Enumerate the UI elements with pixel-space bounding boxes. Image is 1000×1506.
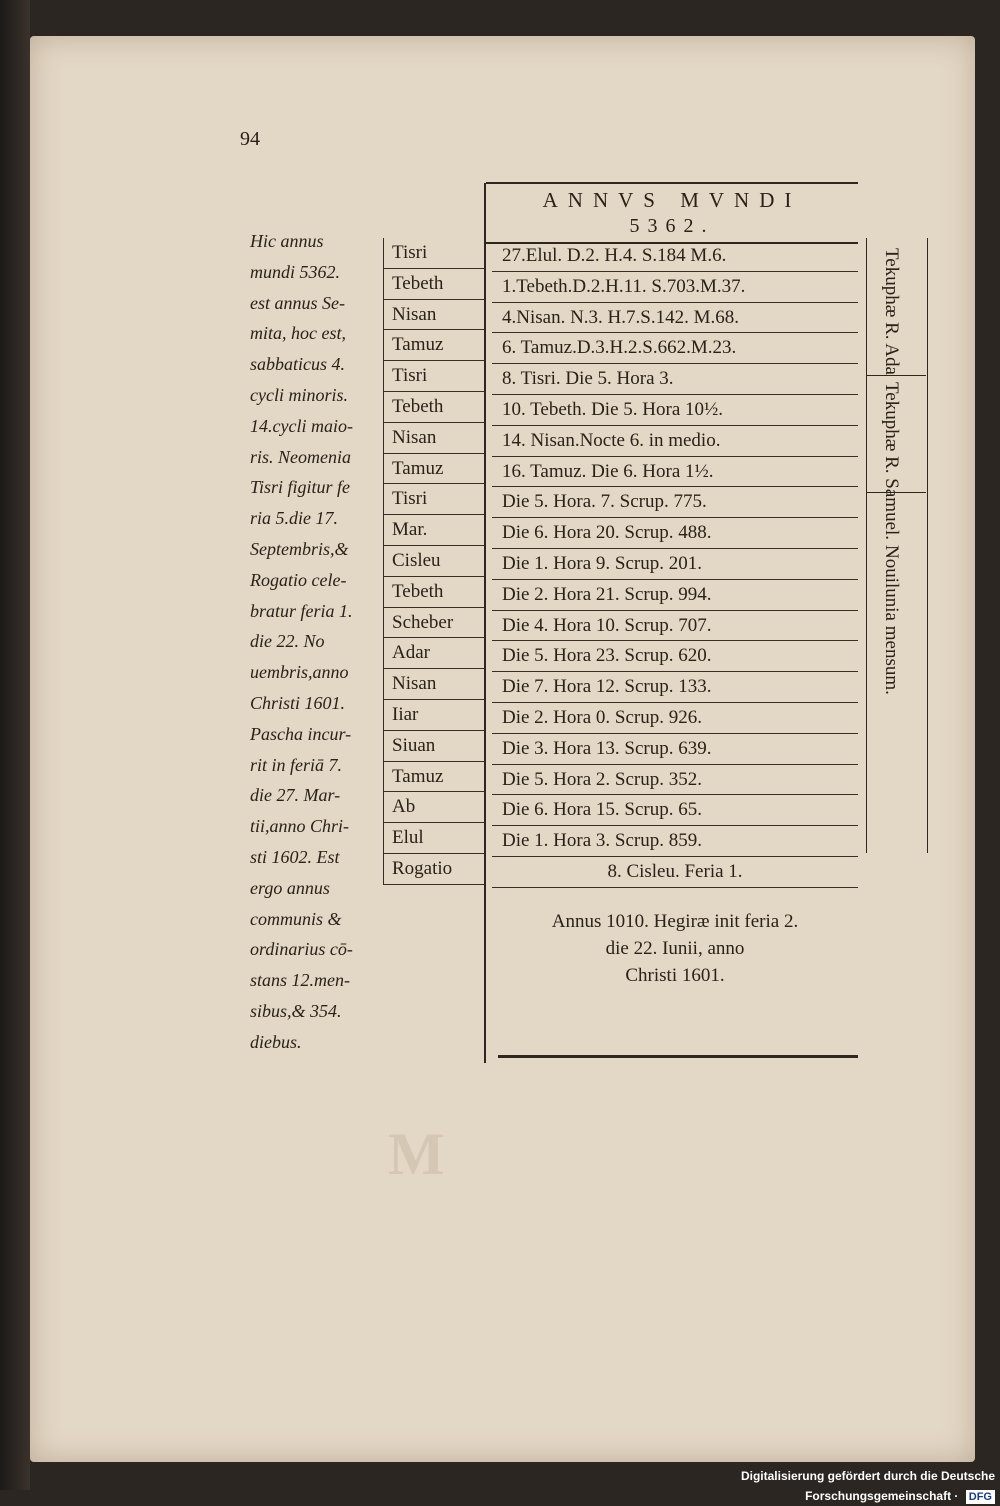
side-note-line: bratur feria 1. [250, 600, 353, 621]
month-cell: Tebeth [384, 269, 484, 300]
month-cell: Tisri [384, 484, 484, 515]
side-note-line: mita, hoc est, [250, 323, 346, 344]
table-row: Die 6. Hora 15. Scrup. 65. [492, 795, 858, 826]
footer-text: Digitalisierung gefördert durch die Deutsche Forschungsgemeinschaft · [740, 1469, 995, 1503]
bottom-rule [498, 1055, 858, 1058]
side-note-line: sabbaticus 4. [250, 354, 346, 375]
table-row: Die 2. Hora 0. Scrup. 926. [492, 703, 858, 734]
label-tekuphae-ada: Tekuphæ R. Ada [881, 248, 902, 375]
month-column [383, 238, 484, 885]
right-divider [866, 375, 926, 376]
month-cell: Iiar [384, 700, 484, 731]
side-note [250, 226, 385, 1058]
label-tekuphae-samuel: Tekuphæ R. Samuel. [881, 382, 902, 541]
table-row: 8. Tisri. Die 5. Hora 3. [492, 364, 858, 395]
table-row: 14. Nisan.Nocte 6. in medio. [492, 426, 858, 457]
table-row: Die 1. Hora 3. Scrup. 859. [492, 826, 858, 857]
side-note-line: Tisri figitur fe [250, 477, 351, 498]
scan-edge [0, 0, 30, 1490]
month-cell: Tamuz [384, 330, 484, 361]
month-cell: Rogatio [384, 854, 484, 885]
dfg-logo: DFG [966, 1490, 995, 1504]
table-row: 27.Elul. D.2. H.4. S.184 M.6. [492, 241, 858, 272]
side-note-line: rit in feriā 7. [250, 754, 343, 775]
table-row: 6. Tamuz.D.3.H.2.S.662.M.23. [492, 333, 858, 364]
month-cell: Adar [384, 638, 484, 669]
month-cell: Tebeth [384, 392, 484, 423]
table-row: 16. Tamuz. Die 6. Hora 1½. [492, 457, 858, 488]
month-cell: Nisan [384, 423, 484, 454]
side-note-line: Septembris,& [250, 538, 349, 559]
table-row: Die 7. Hora 12. Scrup. 133. [492, 672, 858, 703]
month-cell: Ab [384, 792, 484, 823]
side-note-line: Pascha incur- [250, 723, 352, 744]
side-note-line: Hic annus [250, 231, 324, 251]
month-cell: Mar. [384, 515, 484, 546]
side-note-line: ergo annus [250, 877, 330, 898]
side-note-line: sti 1602. Est [250, 846, 340, 867]
side-note-line: uembris,anno [250, 662, 349, 683]
side-note-line: communis & [250, 908, 342, 929]
month-cell: Elul [384, 823, 484, 854]
month-cell: Tebeth [384, 577, 484, 608]
table-row: 1.Tebeth.D.2.H.11. S.703.M.37. [492, 272, 858, 303]
table-row: 10. Tebeth. Die 5. Hora 10½. [492, 395, 858, 426]
side-note-line: est annus Se- [250, 292, 345, 313]
table-row: 8. Cisleu. Feria 1. [492, 857, 858, 888]
table-title: ANNVS MVNDI [542, 188, 802, 212]
side-note-line: die 27. Mar- [250, 785, 341, 806]
month-cell: Tamuz [384, 454, 484, 485]
table-year: 5362. [629, 215, 715, 237]
month-cell: Siuan [384, 731, 484, 762]
side-note-line: 14.cycli maio- [250, 415, 353, 436]
month-cell: Tamuz [384, 762, 484, 793]
table-row: 4.Nisan. N.3. H.7.S.142. M.68. [492, 303, 858, 334]
month-cell: Nisan [384, 669, 484, 700]
side-note-line: Rogatio cele- [250, 569, 347, 590]
footnote-line: Annus 1010. Hegiræ init feria 2. [551, 911, 799, 932]
month-cell: Nisan [384, 300, 484, 331]
side-note-line: sibus,& 354. [250, 1000, 342, 1021]
side-note-line: diebus. [250, 1031, 302, 1052]
table-row: Die 3. Hora 13. Scrup. 639. [492, 734, 858, 765]
footnote [500, 908, 850, 989]
side-note-line: mundi 5362. [250, 261, 340, 282]
table-row: Die 5. Hora 23. Scrup. 620. [492, 641, 858, 672]
side-note-line: ris. Neomenia [250, 446, 351, 467]
table-rows [492, 241, 858, 888]
side-note-line: die 22. No [250, 631, 325, 652]
table-row: Die 5. Hora 2. Scrup. 352. [492, 765, 858, 796]
table-row: Die 4. Hora 10. Scrup. 707. [492, 611, 858, 642]
table-row: Die 1. Hora 9. Scrup. 201. [492, 549, 858, 580]
footnote-line: Christi 1601. [625, 965, 725, 986]
table-header [486, 182, 858, 244]
month-cell: Scheber [384, 608, 484, 639]
month-cell: Tisri [384, 361, 484, 392]
side-note-line: Christi 1601. [250, 692, 346, 713]
month-cell: Tisri [384, 238, 484, 269]
side-note-line: stans 12.men- [250, 970, 350, 991]
digitization-footer [600, 1466, 995, 1503]
side-note-line: cycli minoris. [250, 384, 348, 405]
table-row: Die 6. Hora 20. Scrup. 488. [492, 518, 858, 549]
table-row: Die 5. Hora. 7. Scrup. 775. [492, 487, 858, 518]
table-row: Die 2. Hora 21. Scrup. 994. [492, 580, 858, 611]
footnote-line: die 22. Iunii, anno [605, 938, 745, 959]
page-number: 94 [240, 128, 260, 150]
label-novilunia: Nouilunia mensum. [881, 545, 902, 695]
side-note-line: ordinarius cō- [250, 939, 353, 960]
month-cell: Cisleu [384, 546, 484, 577]
side-note-line: ria 5.die 17. [250, 508, 338, 529]
bleed-through-mark: M [388, 1121, 445, 1187]
side-note-line: tii,anno Chri- [250, 816, 350, 837]
